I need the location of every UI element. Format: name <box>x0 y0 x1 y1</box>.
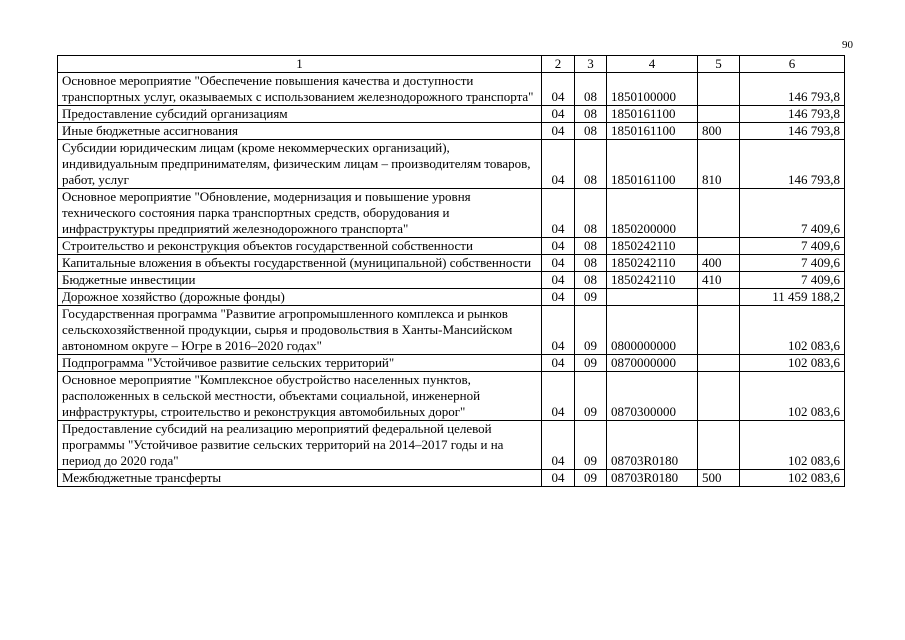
amount-cell: 102 083,6 <box>740 355 845 372</box>
target-article-cell: 1850242110 <box>607 272 698 289</box>
header-cell: 6 <box>740 56 845 73</box>
amount-cell: 102 083,6 <box>740 372 845 421</box>
target-article-cell: 1850200000 <box>607 189 698 238</box>
section-code-cell: 04 <box>542 470 575 487</box>
table-row <box>58 238 845 255</box>
row-name-cell: Основное мероприятие "Обновление, модернизация и повышение уровня технического состояния парка транспортных средств, оборудования и инфраструктуры предприятий железнодорожного транспорта" <box>58 189 542 238</box>
row-name-cell: Предоставление субсидий на реализацию мероприятий федеральной целевой программы "Устойчивое развитие сельских территорий на 2014–2017 годы и на период до 2020 года" <box>58 421 542 470</box>
page-number: 90 <box>842 39 853 51</box>
section-code-cell: 04 <box>542 289 575 306</box>
expense-type-cell <box>698 238 740 255</box>
amount-cell: 146 793,8 <box>740 73 845 106</box>
header-cell: 3 <box>575 56 607 73</box>
header-cell: 4 <box>607 56 698 73</box>
expense-type-cell <box>698 73 740 106</box>
subsection-code-cell: 09 <box>575 355 607 372</box>
target-article-cell: 1850161100 <box>607 140 698 189</box>
subsection-code-cell: 09 <box>575 289 607 306</box>
amount-cell: 7 409,6 <box>740 238 845 255</box>
subsection-code-cell: 09 <box>575 470 607 487</box>
expense-type-cell <box>698 106 740 123</box>
amount-cell: 102 083,6 <box>740 306 845 355</box>
target-article-cell: 0800000000 <box>607 306 698 355</box>
subsection-code-cell: 08 <box>575 272 607 289</box>
expense-type-cell <box>698 372 740 421</box>
table-row <box>58 73 845 106</box>
section-code-cell: 04 <box>542 372 575 421</box>
section-code-cell: 04 <box>542 73 575 106</box>
budget-table <box>57 55 845 487</box>
table-row <box>58 255 845 272</box>
section-code-cell: 04 <box>542 238 575 255</box>
table-row <box>58 421 845 470</box>
subsection-code-cell: 08 <box>575 255 607 272</box>
amount-cell: 7 409,6 <box>740 272 845 289</box>
table-row <box>58 272 845 289</box>
target-article-cell: 08703R0180 <box>607 470 698 487</box>
expense-type-cell: 810 <box>698 140 740 189</box>
amount-cell: 11 459 188,2 <box>740 289 845 306</box>
row-name-cell: Дорожное хозяйство (дорожные фонды) <box>58 289 542 306</box>
table-row <box>58 189 845 238</box>
target-article-cell: 1850242110 <box>607 255 698 272</box>
table-row <box>58 470 845 487</box>
section-code-cell: 04 <box>542 421 575 470</box>
amount-cell: 146 793,8 <box>740 140 845 189</box>
subsection-code-cell: 09 <box>575 372 607 421</box>
expense-type-cell <box>698 355 740 372</box>
section-code-cell: 04 <box>542 272 575 289</box>
amount-cell: 102 083,6 <box>740 470 845 487</box>
row-name-cell: Основное мероприятие "Обеспечение повышения качества и доступности транспортных услуг, оказываемых с использованием железнодорожного транспорта" <box>58 73 542 106</box>
expense-type-cell <box>698 421 740 470</box>
header-cell: 2 <box>542 56 575 73</box>
header-cell: 5 <box>698 56 740 73</box>
table-row <box>58 289 845 306</box>
subsection-code-cell: 08 <box>575 73 607 106</box>
section-code-cell: 04 <box>542 189 575 238</box>
section-code-cell: 04 <box>542 355 575 372</box>
table-row <box>58 106 845 123</box>
amount-cell: 102 083,6 <box>740 421 845 470</box>
expense-type-cell: 410 <box>698 272 740 289</box>
target-article-cell: 1850242110 <box>607 238 698 255</box>
row-name-cell: Строительство и реконструкция объектов государственной собственности <box>58 238 542 255</box>
row-name-cell: Бюджетные инвестиции <box>58 272 542 289</box>
subsection-code-cell: 08 <box>575 106 607 123</box>
subsection-code-cell: 08 <box>575 189 607 238</box>
target-article-cell: 1850161100 <box>607 106 698 123</box>
expense-type-cell: 500 <box>698 470 740 487</box>
row-name-cell: Подпрограмма "Устойчивое развитие сельских территорий" <box>58 355 542 372</box>
expense-type-cell: 400 <box>698 255 740 272</box>
row-name-cell: Предоставление субсидий организациям <box>58 106 542 123</box>
subsection-code-cell: 09 <box>575 421 607 470</box>
target-article-cell: 0870000000 <box>607 355 698 372</box>
subsection-code-cell: 08 <box>575 238 607 255</box>
target-article-cell: 0870300000 <box>607 372 698 421</box>
table-row <box>58 123 845 140</box>
section-code-cell: 04 <box>542 106 575 123</box>
table-row <box>58 306 845 355</box>
subsection-code-cell: 09 <box>575 306 607 355</box>
target-article-cell: 1850100000 <box>607 73 698 106</box>
section-code-cell: 04 <box>542 306 575 355</box>
table-body <box>58 56 845 487</box>
section-code-cell: 04 <box>542 140 575 189</box>
amount-cell: 146 793,8 <box>740 123 845 140</box>
section-code-cell: 04 <box>542 255 575 272</box>
amount-cell: 7 409,6 <box>740 189 845 238</box>
amount-cell: 146 793,8 <box>740 106 845 123</box>
row-name-cell: Межбюджетные трансферты <box>58 470 542 487</box>
target-article-cell <box>607 289 698 306</box>
subsection-code-cell: 08 <box>575 140 607 189</box>
row-name-cell: Капитальные вложения в объекты государственной (муниципальной) собственности <box>58 255 542 272</box>
table-row <box>58 140 845 189</box>
header-cell: 1 <box>58 56 542 73</box>
section-code-cell: 04 <box>542 123 575 140</box>
expense-type-cell <box>698 289 740 306</box>
subsection-code-cell: 08 <box>575 123 607 140</box>
expense-type-cell: 800 <box>698 123 740 140</box>
row-name-cell: Иные бюджетные ассигнования <box>58 123 542 140</box>
expense-type-cell <box>698 189 740 238</box>
row-name-cell: Государственная программа "Развитие агропромышленного комплекса и рынков сельскохозяйственной продукции, сырья и продовольствия в Ханты-Мансийском автономном округе – Югре в 2016–2020 годах" <box>58 306 542 355</box>
amount-cell: 7 409,6 <box>740 255 845 272</box>
table-row <box>58 355 845 372</box>
row-name-cell: Основное мероприятие "Комплексное обустройство населенных пунктов, расположенных в сельской местности, объектами социальной, инженерной инфраструктуры, строительство и реконструкция автомобильных дорог" <box>58 372 542 421</box>
row-name-cell: Субсидии юридическим лицам (кроме некоммерческих организаций), индивидуальным предпринимателям, физическим лицам – производителям товаров, работ, услуг <box>58 140 542 189</box>
target-article-cell: 1850161100 <box>607 123 698 140</box>
table-row <box>58 372 845 421</box>
target-article-cell: 08703R0180 <box>607 421 698 470</box>
expense-type-cell <box>698 306 740 355</box>
table-header-row <box>58 56 845 73</box>
